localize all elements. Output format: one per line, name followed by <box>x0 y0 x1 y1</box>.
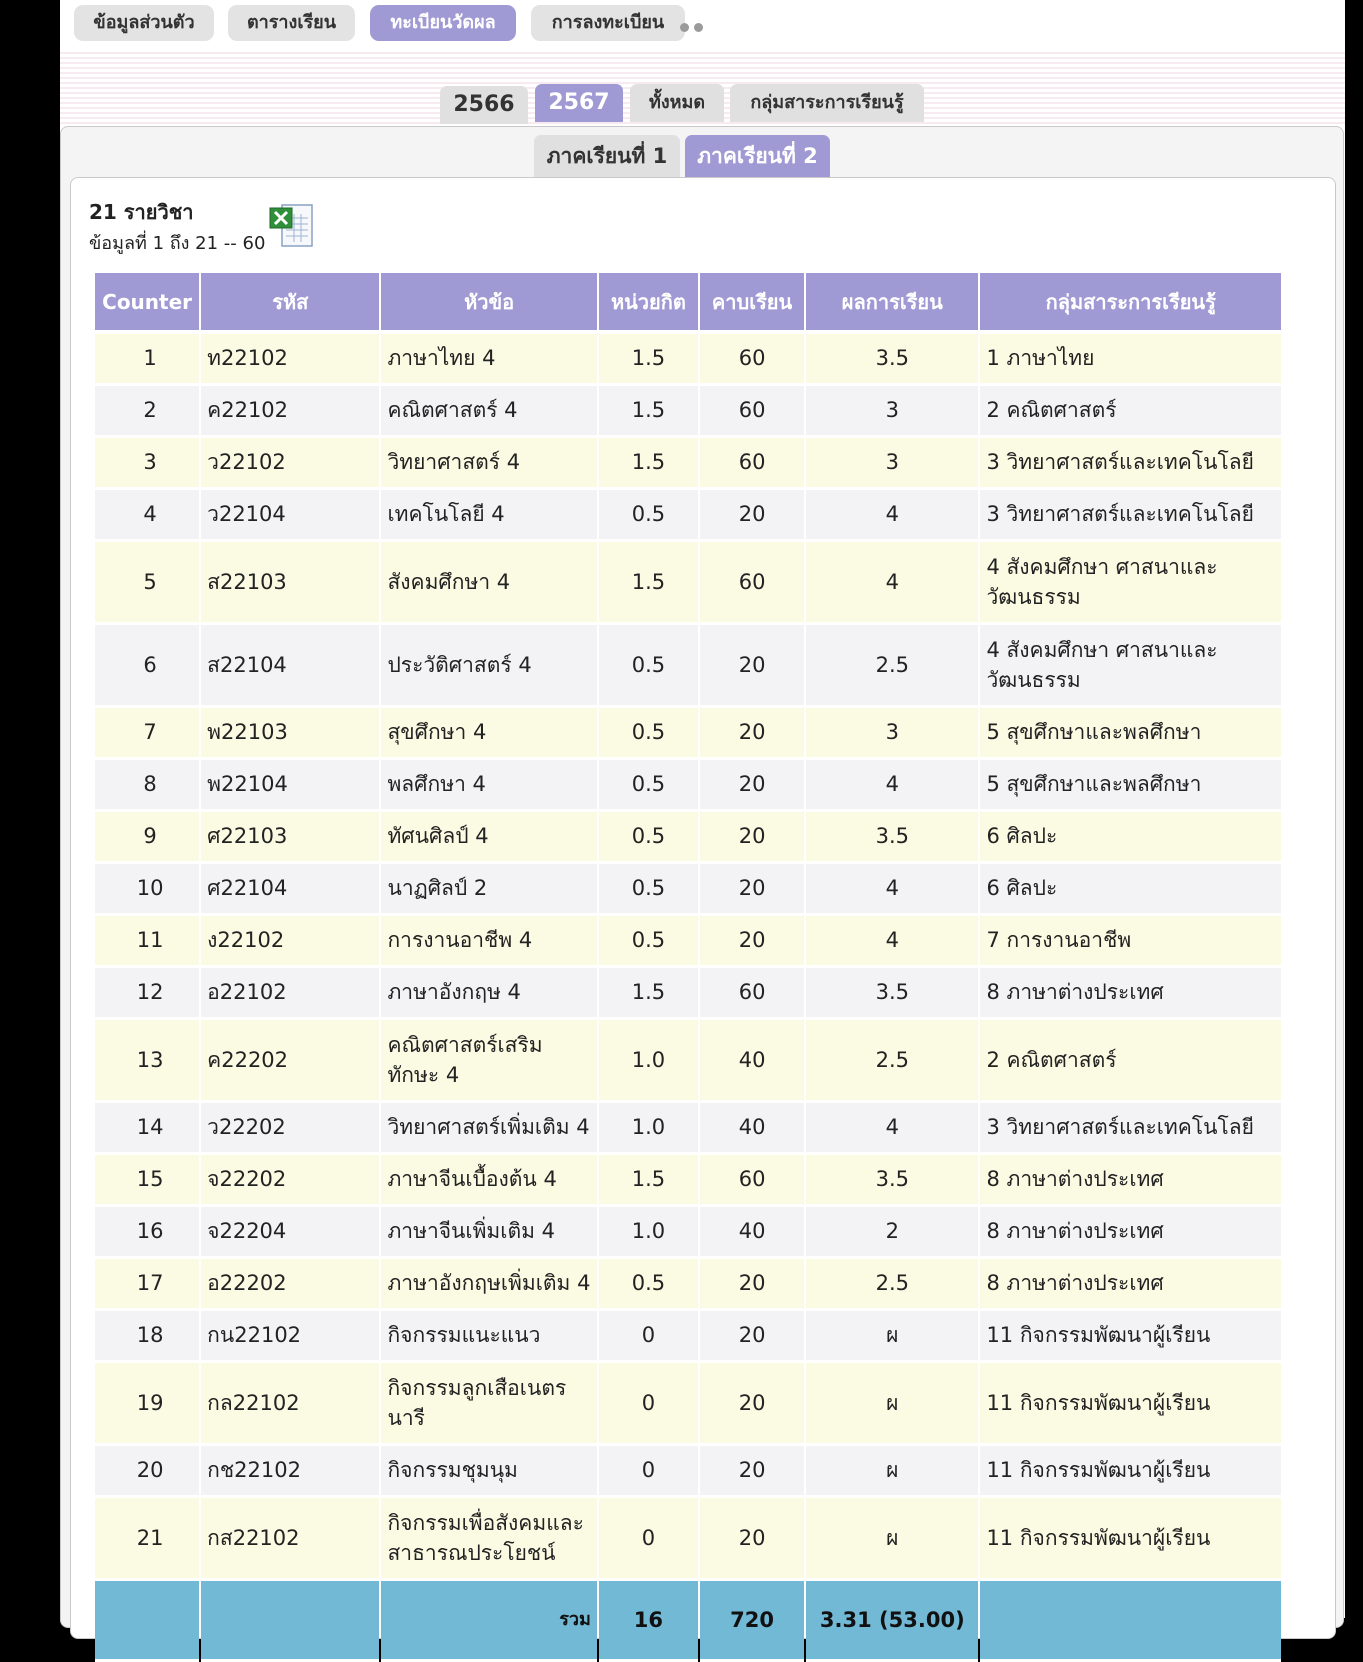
cell-credits: 0.5 <box>599 1259 698 1311</box>
cell-grade: 3.5 <box>806 334 978 386</box>
cell-learning-area: 5 สุขศึกษาและพลศึกษา <box>980 760 1281 812</box>
table-row <box>95 708 1281 760</box>
header-credits[interactable]: หน่วยกิต <box>599 273 698 334</box>
cell-counter: 8 <box>95 760 199 812</box>
cell-periods: 20 <box>700 760 804 812</box>
cell-grade: ผ <box>806 1363 978 1446</box>
cell-code: ว22104 <box>201 490 379 542</box>
record-range: ข้อมูลที่ 1 ถึง 21 -- 60 <box>89 233 266 254</box>
cell-subject: วิทยาศาสตร์ 4 <box>381 438 596 490</box>
table-row <box>95 1311 1281 1363</box>
grades-table <box>93 273 1283 1662</box>
cell-subject: คณิตศาสตร์เสริมทักษะ 4 <box>381 1020 596 1103</box>
cell-learning-area: 3 วิทยาศาสตร์และเทคโนโลยี <box>980 490 1281 542</box>
cell-learning-area: 11 กิจกรรมพัฒนาผู้เรียน <box>980 1498 1281 1581</box>
total-empty-cell <box>201 1581 379 1662</box>
cell-credits: 0.5 <box>599 625 698 708</box>
cell-code: กล22102 <box>201 1363 379 1446</box>
cell-credits: 1.0 <box>599 1020 698 1103</box>
header-periods[interactable]: คาบเรียน <box>700 273 804 334</box>
cell-code: ง22102 <box>201 916 379 968</box>
header-subject[interactable]: หัวข้อ <box>381 273 596 334</box>
tab-semester-1[interactable]: ภาคเรียนที่ 1 <box>534 135 680 177</box>
cell-periods: 20 <box>700 1311 804 1363</box>
cell-code: ศ22103 <box>201 812 379 864</box>
table-row <box>95 542 1281 625</box>
cell-grade: 4 <box>806 1103 978 1155</box>
cell-periods: 60 <box>700 1155 804 1207</box>
cell-periods: 20 <box>700 625 804 708</box>
cell-counter: 2 <box>95 386 199 438</box>
cell-counter: 6 <box>95 625 199 708</box>
cell-subject: คณิตศาสตร์ 4 <box>381 386 596 438</box>
tab-all-years[interactable]: ทั้งหมด <box>630 84 724 122</box>
cell-periods: 20 <box>700 1363 804 1446</box>
total-credits: 16 <box>599 1581 698 1662</box>
table-row <box>95 334 1281 386</box>
cell-learning-area: 8 ภาษาต่างประเทศ <box>980 1207 1281 1259</box>
subject-count: 21 รายวิชา <box>89 200 194 224</box>
total-label: รวม <box>381 1581 596 1662</box>
cell-periods: 20 <box>700 864 804 916</box>
cell-counter: 18 <box>95 1311 199 1363</box>
cell-counter: 19 <box>95 1363 199 1446</box>
header-learning-area[interactable]: กลุ่มสาระการเรียนรู้ <box>980 273 1281 334</box>
cell-learning-area: 8 ภาษาต่างประเทศ <box>980 1259 1281 1311</box>
cell-code: พ22103 <box>201 708 379 760</box>
cell-code: กน22102 <box>201 1311 379 1363</box>
cell-learning-area: 3 วิทยาศาสตร์และเทคโนโลยี <box>980 438 1281 490</box>
cell-grade: ผ <box>806 1311 978 1363</box>
cell-subject: สุขศึกษา 4 <box>381 708 596 760</box>
table-total-row <box>95 1581 1281 1662</box>
table-row <box>95 1259 1281 1311</box>
cell-counter: 5 <box>95 542 199 625</box>
cell-counter: 17 <box>95 1259 199 1311</box>
cell-periods: 20 <box>700 1259 804 1311</box>
tab-timetable[interactable]: ตารางเรียน <box>228 5 355 41</box>
table-row <box>95 968 1281 1020</box>
cell-counter: 9 <box>95 812 199 864</box>
cell-grade: 4 <box>806 490 978 542</box>
tab-personal-info[interactable]: ข้อมูลส่วนตัว <box>74 5 214 41</box>
cell-learning-area: 7 การงานอาชีพ <box>980 916 1281 968</box>
cell-code: ว22102 <box>201 438 379 490</box>
cell-grade: 3 <box>806 708 978 760</box>
cell-counter: 10 <box>95 864 199 916</box>
cell-periods: 20 <box>700 916 804 968</box>
cell-periods: 40 <box>700 1103 804 1155</box>
cell-grade: 2 <box>806 1207 978 1259</box>
header-code[interactable]: รหัส <box>201 273 379 334</box>
page <box>60 0 1345 1632</box>
cell-periods: 20 <box>700 812 804 864</box>
cell-periods: 60 <box>700 968 804 1020</box>
cell-credits: 1.5 <box>599 542 698 625</box>
cell-code: ว22202 <box>201 1103 379 1155</box>
tab-semester-2[interactable]: ภาคเรียนที่ 2 <box>685 135 830 177</box>
table-row <box>95 490 1281 542</box>
total-periods: 720 <box>700 1581 804 1662</box>
cell-credits: 1.5 <box>599 968 698 1020</box>
cell-code: ท22102 <box>201 334 379 386</box>
cell-periods: 20 <box>700 708 804 760</box>
cell-counter: 3 <box>95 438 199 490</box>
cell-code: ศ22104 <box>201 864 379 916</box>
excel-export-icon[interactable] <box>268 202 316 250</box>
cell-periods: 20 <box>700 1446 804 1498</box>
cell-counter: 11 <box>95 916 199 968</box>
cell-grade: 4 <box>806 916 978 968</box>
cell-counter: 16 <box>95 1207 199 1259</box>
cell-credits: 1.0 <box>599 1207 698 1259</box>
tab-learning-areas[interactable]: กลุ่มสาระการเรียนรู้ <box>730 84 924 122</box>
cell-credits: 1.5 <box>599 334 698 386</box>
header-grade[interactable]: ผลการเรียน <box>806 273 978 334</box>
cell-grade: 3.5 <box>806 812 978 864</box>
cell-credits: 0 <box>599 1311 698 1363</box>
cell-code: กช22102 <box>201 1446 379 1498</box>
cell-subject: ภาษาอังกฤษเพิ่มเติม 4 <box>381 1259 596 1311</box>
tab-year-2567[interactable]: 2567 <box>535 84 623 122</box>
table-row <box>95 386 1281 438</box>
cell-subject: นาฏศิลป์ 2 <box>381 864 596 916</box>
cell-code: ค22102 <box>201 386 379 438</box>
table-row <box>95 812 1281 864</box>
more-dots-icon[interactable] <box>680 17 730 29</box>
total-empty-cell <box>980 1581 1281 1662</box>
header-counter[interactable]: Counter <box>95 273 199 334</box>
cell-credits: 0.5 <box>599 812 698 864</box>
cell-counter: 12 <box>95 968 199 1020</box>
cell-learning-area: 8 ภาษาต่างประเทศ <box>980 1155 1281 1207</box>
tab-grade-records[interactable]: ทะเบียนวัดผล <box>370 5 516 41</box>
cell-counter: 14 <box>95 1103 199 1155</box>
cell-code: พ22104 <box>201 760 379 812</box>
cell-periods: 60 <box>700 334 804 386</box>
table-row <box>95 1498 1281 1581</box>
cell-credits: 0.5 <box>599 916 698 968</box>
cell-grade: ผ <box>806 1498 978 1581</box>
cell-code: จ22202 <box>201 1155 379 1207</box>
cell-subject: สังคมศึกษา 4 <box>381 542 596 625</box>
table-row <box>95 760 1281 812</box>
cell-grade: 3 <box>806 438 978 490</box>
cell-grade: 3.5 <box>806 968 978 1020</box>
cell-code: จ22204 <box>201 1207 379 1259</box>
cell-periods: 60 <box>700 386 804 438</box>
cell-subject: เทคโนโลยี 4 <box>381 490 596 542</box>
cell-learning-area: 4 สังคมศึกษา ศาสนาและวัฒนธรรม <box>980 542 1281 625</box>
cell-learning-area: 4 สังคมศึกษา ศาสนาและวัฒนธรรม <box>980 625 1281 708</box>
cell-grade: 2.5 <box>806 1020 978 1103</box>
cell-code: อ22202 <box>201 1259 379 1311</box>
cell-counter: 4 <box>95 490 199 542</box>
table-row <box>95 1020 1281 1103</box>
cell-learning-area: 2 คณิตศาสตร์ <box>980 1020 1281 1103</box>
cell-subject: ทัศนศิลป์ 4 <box>381 812 596 864</box>
cell-subject: ประวัติศาสตร์ 4 <box>381 625 596 708</box>
cell-grade: 3.5 <box>806 1155 978 1207</box>
tab-year-2566[interactable]: 2566 <box>440 86 528 124</box>
table-row <box>95 1207 1281 1259</box>
cell-subject: กิจกรรมเพื่อสังคมและสาธารณประโยชน์ <box>381 1498 596 1581</box>
cell-subject: กิจกรรมแนะแนว <box>381 1311 596 1363</box>
table-row <box>95 1446 1281 1498</box>
table-row <box>95 916 1281 968</box>
cell-grade: 3 <box>806 386 978 438</box>
cell-counter: 1 <box>95 334 199 386</box>
cell-credits: 1.5 <box>599 1155 698 1207</box>
cell-learning-area: 11 กิจกรรมพัฒนาผู้เรียน <box>980 1311 1281 1363</box>
cell-grade: 4 <box>806 864 978 916</box>
cell-counter: 7 <box>95 708 199 760</box>
table-row <box>95 1103 1281 1155</box>
cell-subject: ภาษาไทย 4 <box>381 334 596 386</box>
tab-registration[interactable]: การลงทะเบียน <box>531 5 685 41</box>
cell-learning-area: 5 สุขศึกษาและพลศึกษา <box>980 708 1281 760</box>
top-navigation <box>60 0 1345 50</box>
cell-credits: 0.5 <box>599 490 698 542</box>
cell-counter: 13 <box>95 1020 199 1103</box>
cell-credits: 1.5 <box>599 438 698 490</box>
cell-counter: 21 <box>95 1498 199 1581</box>
cell-counter: 15 <box>95 1155 199 1207</box>
cell-code: ส22103 <box>201 542 379 625</box>
cell-learning-area: 3 วิทยาศาสตร์และเทคโนโลยี <box>980 1103 1281 1155</box>
table-row <box>95 1363 1281 1446</box>
cell-grade: 2.5 <box>806 625 978 708</box>
cell-learning-area: 1 ภาษาไทย <box>980 334 1281 386</box>
cell-grade: 4 <box>806 760 978 812</box>
cell-subject: กิจกรรมชุมนุม <box>381 1446 596 1498</box>
cell-credits: 0.5 <box>599 864 698 916</box>
table-row <box>95 438 1281 490</box>
cell-grade: 2.5 <box>806 1259 978 1311</box>
cell-periods: 20 <box>700 490 804 542</box>
cell-code: ส22104 <box>201 625 379 708</box>
cell-grade: ผ <box>806 1446 978 1498</box>
table-row <box>95 625 1281 708</box>
cell-learning-area: 6 ศิลปะ <box>980 864 1281 916</box>
cell-learning-area: 11 กิจกรรมพัฒนาผู้เรียน <box>980 1363 1281 1446</box>
cell-credits: 0.5 <box>599 708 698 760</box>
table-row <box>95 864 1281 916</box>
cell-subject: ภาษาจีนเบื้องต้น 4 <box>381 1155 596 1207</box>
cell-grade: 4 <box>806 542 978 625</box>
cell-periods: 60 <box>700 542 804 625</box>
cell-subject: กิจกรรมลูกเสือเนตรนารี <box>381 1363 596 1446</box>
cell-credits: 1.0 <box>599 1103 698 1155</box>
cell-periods: 40 <box>700 1207 804 1259</box>
cell-periods: 20 <box>700 1498 804 1581</box>
cell-learning-area: 2 คณิตศาสตร์ <box>980 386 1281 438</box>
cell-learning-area: 11 กิจกรรมพัฒนาผู้เรียน <box>980 1446 1281 1498</box>
cell-subject: การงานอาชีพ 4 <box>381 916 596 968</box>
cell-credits: 1.5 <box>599 386 698 438</box>
cell-counter: 20 <box>95 1446 199 1498</box>
cell-code: อ22102 <box>201 968 379 1020</box>
cell-subject: ภาษาอังกฤษ 4 <box>381 968 596 1020</box>
total-empty-cell <box>95 1581 199 1662</box>
cell-credits: 0 <box>599 1446 698 1498</box>
cell-credits: 0 <box>599 1498 698 1581</box>
total-gpa: 3.31 (53.00) <box>806 1581 978 1662</box>
cell-subject: ภาษาจีนเพิ่มเติม 4 <box>381 1207 596 1259</box>
table-row <box>95 1155 1281 1207</box>
cell-learning-area: 6 ศิลปะ <box>980 812 1281 864</box>
cell-subject: พลศึกษา 4 <box>381 760 596 812</box>
cell-periods: 60 <box>700 438 804 490</box>
cell-learning-area: 8 ภาษาต่างประเทศ <box>980 968 1281 1020</box>
cell-credits: 0 <box>599 1363 698 1446</box>
cell-code: ค22202 <box>201 1020 379 1103</box>
cell-subject: วิทยาศาสตร์เพิ่มเติม 4 <box>381 1103 596 1155</box>
cell-credits: 0.5 <box>599 760 698 812</box>
table-header-row <box>95 273 1281 334</box>
cell-periods: 40 <box>700 1020 804 1103</box>
cell-code: กส22102 <box>201 1498 379 1581</box>
